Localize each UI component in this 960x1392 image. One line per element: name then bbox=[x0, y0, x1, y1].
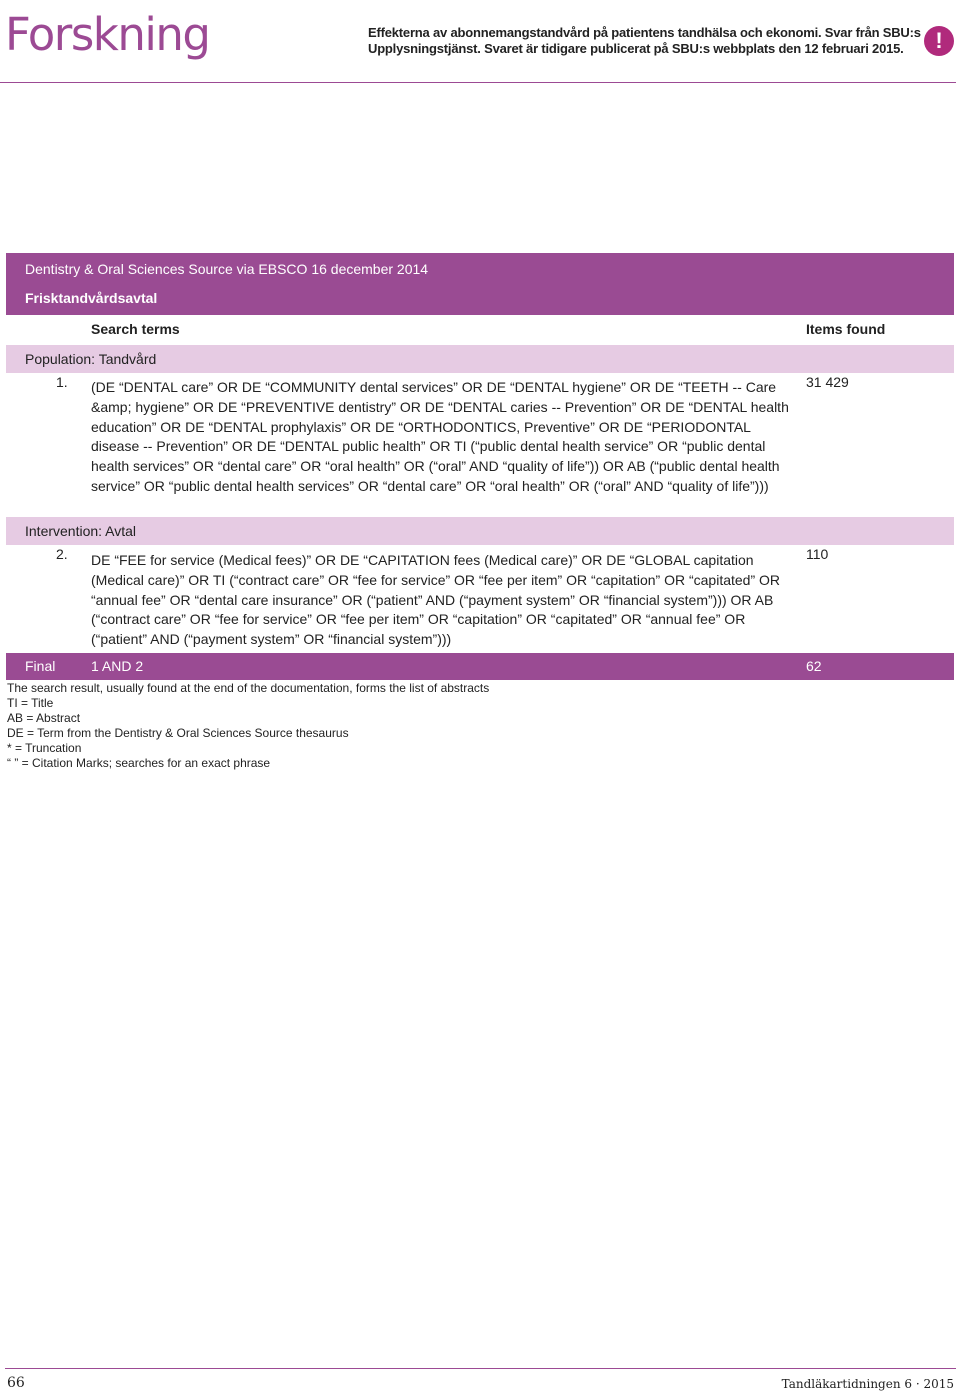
intro-text: Effekterna av abonnemangstandvård på patientens tandhälsa och ekonomi. Svar från SBU:s Upplysningstjänst. Svaret är tidigare publicerat på SBU:s webbplats den 12 februari 2015. bbox=[368, 25, 921, 56]
note-line: DE = Term from the Dentistry & Oral Sciences Source thesaurus bbox=[7, 726, 349, 740]
column-items-found: Items found bbox=[806, 321, 886, 337]
note-line: “ ” = Citation Marks; searches for an exact phrase bbox=[7, 756, 271, 770]
journal-name: Tandläkartidningen 6 · 2015 bbox=[781, 1377, 954, 1391]
database-title: Dentistry & Oral Sciences Source via EBSCO 16 december 2014 bbox=[25, 261, 429, 277]
page-number: 66 bbox=[7, 1375, 25, 1391]
search-query: (DE “DENTAL care” OR DE “COMMUNITY dental services” OR DE “DENTAL hygiene” OR DE “TEETH -- Care &amp; hygiene” OR DE “PREVENTIVE dentistry” OR DE “DENTAL caries -- Prevention” OR DE “DENTAL health education” OR DE “DENTAL prophylaxis” OR DE “ORTHODONTICS, Preventive” OR DE “PERIODONTAL disease -- Prevention” OR DE “DENTAL public health” OR TI (“public dental health service” OR “public dental health services” OR “dental care” OR “oral health” OR (“oral” AND “quality of life”)) OR AB (“public dental health service” OR “public dental health services” OR “dental care” OR “oral health” OR (“oral” AND “quality of life”))) bbox=[91, 379, 789, 494]
final-count: 62 bbox=[806, 658, 822, 674]
final-label: Final bbox=[25, 658, 56, 674]
note-line: * = Truncation bbox=[7, 741, 82, 755]
final-row bbox=[6, 653, 954, 680]
legend-notes bbox=[7, 681, 489, 771]
note-line: AB = Abstract bbox=[7, 711, 81, 725]
items-count: 31 429 bbox=[806, 374, 849, 390]
table-row bbox=[6, 545, 954, 653]
page-header bbox=[0, 0, 960, 86]
search-table bbox=[6, 253, 954, 680]
row-number: 2. bbox=[56, 546, 68, 562]
final-query: 1 AND 2 bbox=[91, 658, 144, 674]
note-line: The search result, usually found at the end of the documentation, forms the list of abstracts bbox=[7, 681, 490, 695]
header-divider bbox=[0, 82, 956, 83]
items-count: 110 bbox=[806, 546, 829, 562]
column-search-terms: Search terms bbox=[91, 321, 180, 337]
intervention-band: Intervention: Avtal bbox=[6, 517, 954, 545]
table-row bbox=[6, 373, 954, 517]
table-subtitle: Frisktandvårdsavtal bbox=[25, 290, 158, 306]
section-title: Forskning bbox=[5, 8, 210, 61]
note-line: TI = Title bbox=[7, 696, 54, 710]
search-query: DE “FEE for service (Medical fees)” OR DE “CAPITATION fees (Medical care)” OR DE “GLOBAL capitation (Medical care)” OR TI (“contract care” OR “fee for service” OR “fee per item” OR “capitation” OR “capitated” OR “annual fee” OR “dental care insurance” OR (“patient” AND (“payment system” OR “financial system”))) OR AB (“contract care” OR “fee for service” OR “fee per item” OR “capitation” OR “capitated” OR “annual fee” OR (“patient” AND (“payment system” OR “financial system”))) bbox=[91, 552, 781, 648]
table-header bbox=[6, 253, 954, 315]
row-number: 1. bbox=[56, 374, 68, 390]
footer-divider bbox=[5, 1368, 956, 1369]
column-headers bbox=[6, 315, 954, 345]
population-band: Population: Tandvård bbox=[6, 345, 954, 373]
exclamation-icon: ! bbox=[924, 26, 954, 56]
